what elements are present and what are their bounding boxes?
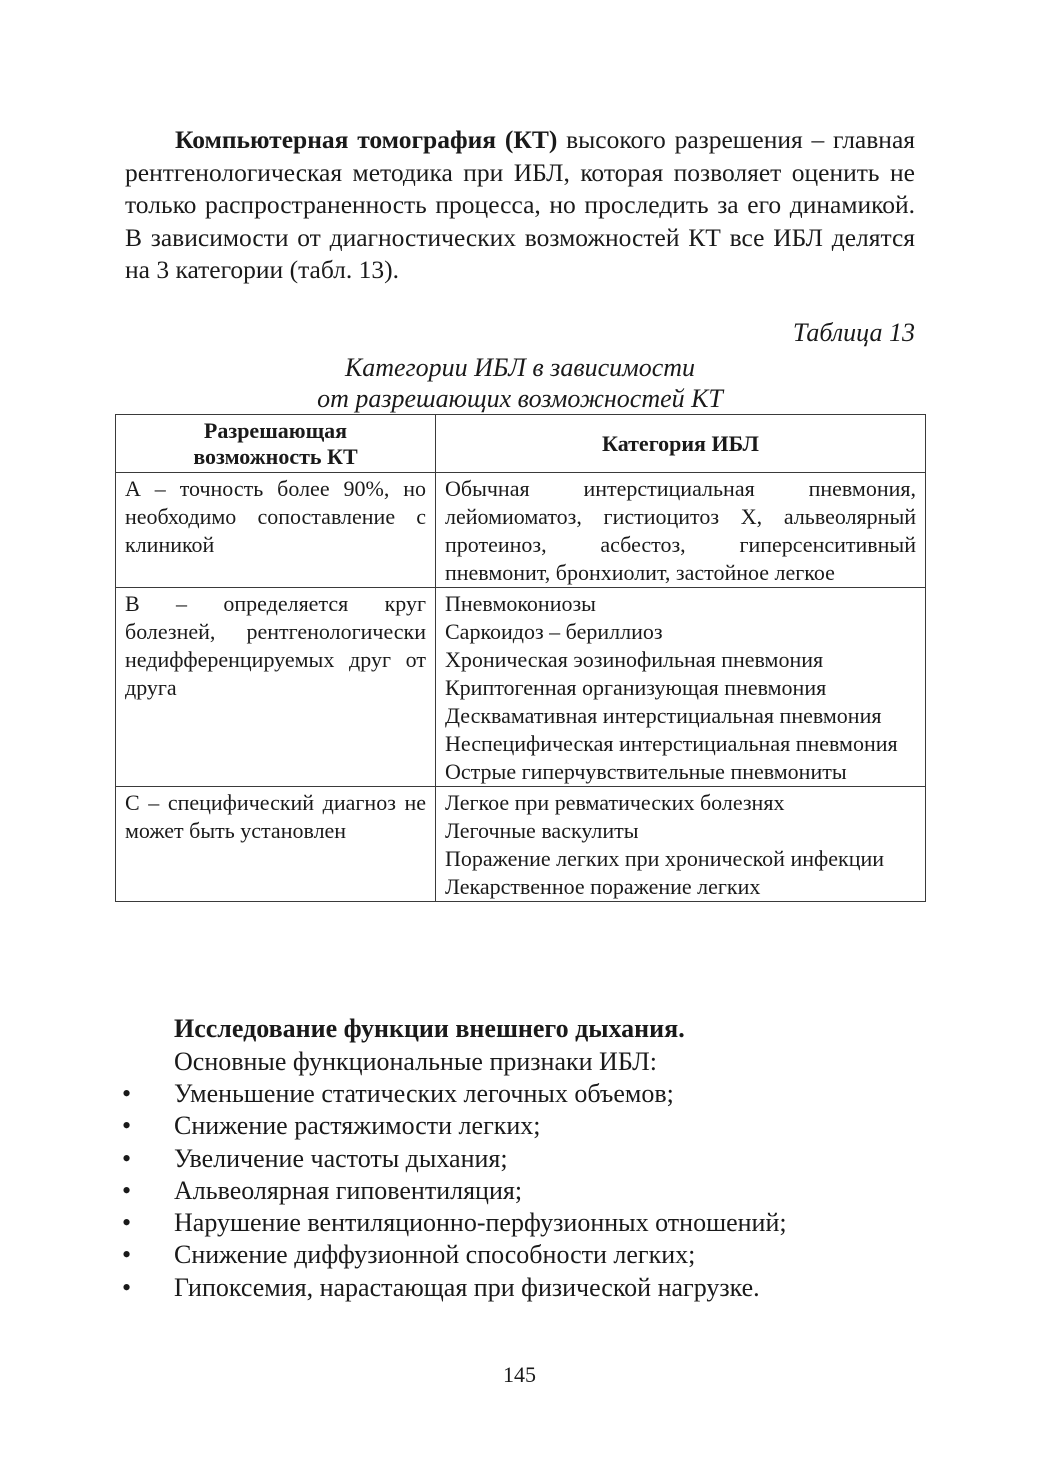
category-item: Поражение легких при хронической инфекции [445, 846, 885, 871]
table-number: Таблица 13 [792, 318, 915, 347]
intro-text: высокого разрешения – главная рентгенологическая методика при ИБЛ, которая позволяет оценить не только распространенность процесса, но проследить за его динамикой. В зависимости от диагностических возможностей КТ все ИБЛ делятся на 3 категории (табл. 13). [125, 125, 915, 284]
category-item: Острые гиперчувствительные пневмониты [445, 759, 847, 784]
list-item [118, 1078, 787, 1110]
bullet-icon: • [122, 1111, 132, 1141]
list-item [118, 1143, 787, 1175]
bullet-icon: • [122, 1175, 132, 1205]
section-title: Исследование функции внешнего дыхания. [174, 1014, 685, 1043]
category-item: Легочные васкулиты [445, 818, 639, 843]
bullet-icon: • [122, 1079, 132, 1108]
list-item [118, 1207, 787, 1239]
category-item: Криптогенная организующая пневмония [445, 675, 827, 700]
category-item: Десквамативная интерстициальная пневмония [445, 703, 882, 728]
category-cell [436, 787, 926, 902]
resolution-cell: С – специфический диагноз не может быть установлен [116, 787, 436, 902]
bullet-icon: • [122, 1143, 132, 1173]
category-cell [436, 588, 926, 787]
bullet-list [118, 1078, 787, 1304]
category-item: Обычная интерстициальная пневмония, лейомиоматоз, гистиоцитоз Х, альвеолярный протеиноз, асбестоз, гиперсенситивный пневмонит, бронхиолит, застойное легкое [445, 476, 916, 585]
table-title [115, 352, 925, 414]
table-row [116, 787, 926, 902]
resolution-cell: А – точность более 90%, но необходимо сопоставление с клиникой [116, 473, 436, 588]
category-item: Лекарственное поражение легких [445, 874, 761, 899]
page-number: 145 [503, 1362, 536, 1387]
bullet-icon: • [122, 1240, 132, 1270]
intro-paragraph [125, 124, 915, 287]
category-item: Легкое при ревматических болезнях [445, 790, 785, 815]
list-item-text: Увеличение частоты дыхания; [174, 1143, 508, 1173]
list-item-text: Уменьшение статических легочных объемов; [174, 1079, 674, 1108]
category-item: Саркоидоз – бериллиоз [445, 619, 663, 644]
bullet-icon: • [122, 1208, 132, 1238]
section-subtitle: Основные функциональные признаки ИБЛ: [174, 1047, 657, 1076]
category-item: Хроническая эозинофильная пневмония [445, 647, 824, 672]
resolution-cell: В – определяется круг болезней, рентгенологически недифференцируемых друг от друга [116, 588, 436, 787]
header-resolution [116, 415, 436, 473]
table-row [116, 588, 926, 787]
table-header-row [116, 415, 926, 473]
bullet-icon: • [122, 1272, 132, 1302]
list-item-text: Снижение растяжимости легких; [174, 1111, 541, 1141]
list-item-text: Гипоксемия, нарастающая при физической нагрузке. [174, 1272, 760, 1302]
list-item-text: Альвеолярная гиповентиляция; [174, 1175, 523, 1205]
list-item [118, 1175, 787, 1207]
list-item-text: Снижение диффузионной способности легких; [174, 1240, 696, 1270]
list-item-text: Нарушение вентиляционно-перфузионных отношений; [174, 1208, 787, 1238]
intro-bold-lead: Компьютерная томография (КТ) [175, 125, 558, 154]
list-item [118, 1272, 787, 1304]
list-item [118, 1110, 787, 1142]
category-item: Пневмокониозы [445, 591, 596, 616]
header-resolution-line-2: возможность КТ [193, 444, 358, 469]
list-item [118, 1239, 787, 1271]
table-title-line-1: Категории ИБЛ в зависимости [344, 353, 696, 382]
category-cell [436, 473, 926, 588]
header-category: Категория ИБЛ [436, 415, 926, 473]
table-row [116, 473, 926, 588]
category-item: Неспецифическая интерстициальная пневмония [445, 731, 898, 756]
header-resolution-line-1: Разрешающая [203, 418, 348, 443]
table-title-line-2: от разрешающих возможностей КТ [317, 384, 723, 413]
ibl-categories-table [115, 414, 926, 902]
